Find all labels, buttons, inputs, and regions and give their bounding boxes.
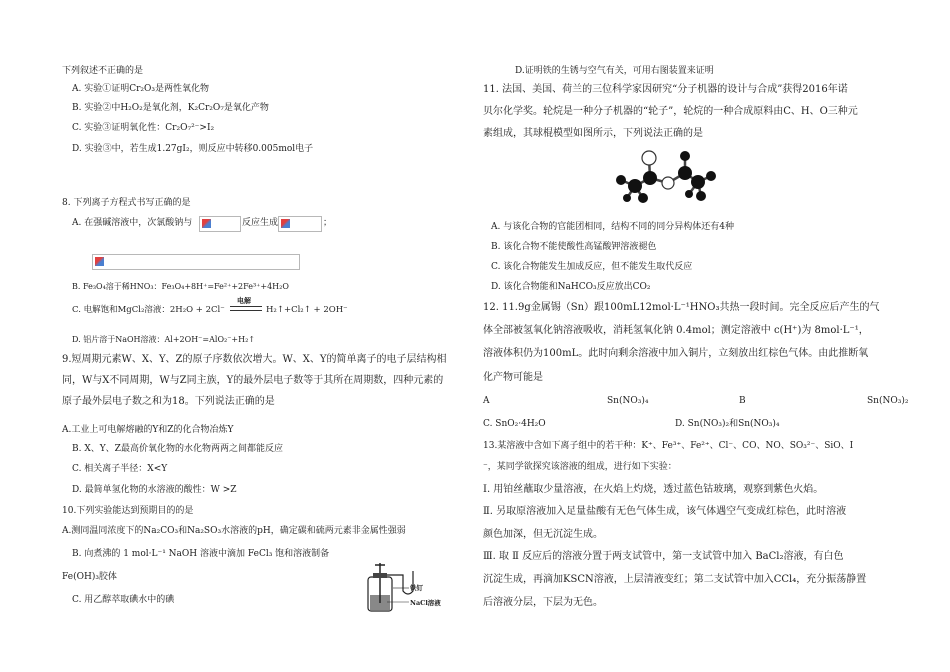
q13-step-2a: Ⅱ. 另取原溶液加入足量盐酸有无色气体生成，该气体遇空气变成红棕色，此时溶液 xyxy=(483,506,847,517)
q9-option-a: A.工业上可电解熔融的Y和Z的化合物冶炼Y xyxy=(62,425,234,435)
q13-line-2: ⁻，某同学欲探究该溶液的组成，进行如下实验： xyxy=(483,462,677,472)
q11-option-c: C. 该化合物能发生加成反应，但不能发生取代反应 xyxy=(491,262,693,272)
q10-option-b: B. 向煮沸的 1 mol·L⁻¹ NaOH 溶液中滴加 FeCl₃ 饱和溶液制备 xyxy=(72,549,330,559)
figure-label-nail: 铁钉 xyxy=(410,584,423,592)
q11-line-2: 贝尔化学奖。轮烷是一种分子机器的“轮子”，轮烷的一种合成原料由C、H、O三种元 xyxy=(483,106,858,117)
q9-line-1: 9.短周期元素W、X、Y、Z的原子序数依次增大。W、X、Y的简单离子的电子层结构相 xyxy=(62,354,447,365)
q10-option-d: D.证明铁的生锈与空气有关，可用右图装置来证明 xyxy=(515,66,714,76)
q7-option-d: D. 实验③中，若生成1.27gI₂，则反应中转移0.005mol电子 xyxy=(72,144,314,154)
q8-option-a-pre: A. 在强碱溶液中，次氯酸钠与 xyxy=(72,218,193,228)
q10-option-b-cont: Fe(OH)₃胶体 xyxy=(62,572,117,582)
q11-option-b: B. 该化合物不能使酸性高锰酸钾溶液褪色 xyxy=(491,242,657,252)
q12-option-a-letter: A xyxy=(483,396,490,406)
q12-option-b-letter: B xyxy=(739,396,746,406)
q12-line-1: 12. 11.9g金属锡（Sn）跟100mL12mol·L⁻¹HNO₃共热一段时间。完全反应后产生的气 xyxy=(483,302,880,313)
q11-line-3: 素组成，其球棍模型如图所示，下列说法正确的是 xyxy=(483,128,703,139)
broken-image-icon xyxy=(95,257,104,266)
equation-image-placeholder xyxy=(92,254,300,270)
q9-option-b: B. X、Y、Z最高价氧化物的水化物两两之间都能反应 xyxy=(72,444,283,454)
q10-option-a: A.测同温同浓度下的Na₂CO₃和Na₂SO₃水溶液的pH，确定碳和硫两元素非金属性强弱 xyxy=(62,526,406,536)
q9-option-d: D. 最简单氢化物的水溶液的酸性：W >Z xyxy=(72,485,237,495)
q8-option-a-end: ； xyxy=(323,218,333,228)
q8-stem: 8. 下列离子方程式书写正确的是 xyxy=(62,198,191,208)
q7-option-b: B. 实验②中H₂O₂是氧化剂，K₂Cr₂O₇是氧化产物 xyxy=(72,103,269,113)
q13-line-1: 13.某溶液中含如下离子组中的若干种：K⁺、Fe³⁺、Fe²⁺、Cl⁻、CO、NO、SO₃²⁻、SiO、I xyxy=(483,441,854,451)
q13-step-3a: Ⅲ. 取 Ⅱ 反应后的溶液分置于两支试管中，第一支试管中加入 BaCl₂溶液，有白色 xyxy=(483,551,844,562)
figure-label-solution: NaCl溶液 xyxy=(410,599,441,607)
broken-image-icon xyxy=(281,219,290,228)
ball-and-stick-model xyxy=(613,146,725,206)
q13-step-1: Ⅰ. 用铂丝蘸取少量溶液，在火焰上灼烧，透过蓝色钴玻璃，观察到紫色火焰。 xyxy=(483,484,824,495)
q13-step-2b: 颜色加深，但无沉淀生成。 xyxy=(483,529,603,540)
q13-step-3b: 沉淀生成，再滴加KSCN溶液，上层清液变红；第二支试管中加入CCl₄，充分振荡静置 xyxy=(483,574,867,585)
q12-line-3: 溶液体积仍为100mL。此时向剩余溶液中加入铜片，立刻放出红棕色气体。由此推断氧 xyxy=(483,348,869,359)
q11-option-a: A. 与该化合物的官能团相同，结构不同的同分异构体还有4种 xyxy=(491,222,734,232)
question-7-intro: 下列叙述不正确的是 xyxy=(62,66,144,76)
q8-option-c-post: H₂↑+Cl₂↑ + 2OH⁻ xyxy=(266,305,348,315)
q8-option-d: D. 铝片溶于NaOH溶液：Al+2OH⁻=AlO₂⁻+H₂↑ xyxy=(72,335,256,344)
equals-bar xyxy=(230,306,262,311)
q8-option-c-tag: 电解 xyxy=(237,296,251,305)
q12-option-d: D. Sn(NO₃)₂和Sn(NO₃)₄ xyxy=(675,419,780,429)
q8-option-c-pre: C. 电解饱和MgCl₂溶液：2H₂O + 2Cl⁻ xyxy=(72,305,225,315)
q7-option-c: C. 实验③证明氧化性：Cr₂O₇²⁻>I₂ xyxy=(72,123,215,133)
q10-option-c: C. 用乙醇萃取碘水中的碘 xyxy=(72,595,175,605)
q9-line-2: 同，W与X不同周期，W与Z同主族，Y的最外层电子数等于其所在周期数，四种元素的 xyxy=(62,375,444,386)
q11-line-1: 11. 法国、美国、荷兰的三位科学家因研究“分子机器的设计与合成”获得2016年诺 xyxy=(483,84,848,95)
q12-line-4: 化产物可能是 xyxy=(483,372,543,383)
formula-image-placeholder xyxy=(199,216,241,232)
right-column xyxy=(475,0,950,672)
q8-option-b: B. Fe₃O₄溶于稀HNO₃：Fe₃O₄+8H⁺=Fe²⁺+2Fe³⁺+4H₂O xyxy=(72,282,289,291)
q13-step-3c: 后溶液分层，下层为无色。 xyxy=(483,597,603,608)
q10-stem: 10.下列实验能达到预期目的的是 xyxy=(62,506,194,516)
q11-option-d: D. 该化合物能和NaHCO₃反应放出CO₂ xyxy=(491,282,651,292)
q8-option-a-mid: 反应生成 xyxy=(242,218,279,228)
q9-line-3: 原子最外层电子数之和为18。下列说法正确的是 xyxy=(62,396,275,407)
broken-image-icon xyxy=(202,219,211,228)
formula-image-placeholder xyxy=(278,216,322,232)
q7-option-a: A. 实验①证明Cr₂O₃是两性氧化物 xyxy=(72,84,210,94)
q9-option-c: C. 相关离子半径：X<Y xyxy=(72,464,168,474)
q12-option-b-value: Sn(NO₃)₂ xyxy=(867,396,909,406)
q12-option-a-value: Sn(NO₃)₄ xyxy=(607,396,649,406)
q12-option-c: C. SnO₂·4H₂O xyxy=(483,419,546,429)
q12-line-2: 体全部被氢氧化钠溶液吸收，消耗氢氧化钠 0.4mol；测定溶液中 c(H⁺)为 8mol·L⁻¹， xyxy=(483,325,869,336)
